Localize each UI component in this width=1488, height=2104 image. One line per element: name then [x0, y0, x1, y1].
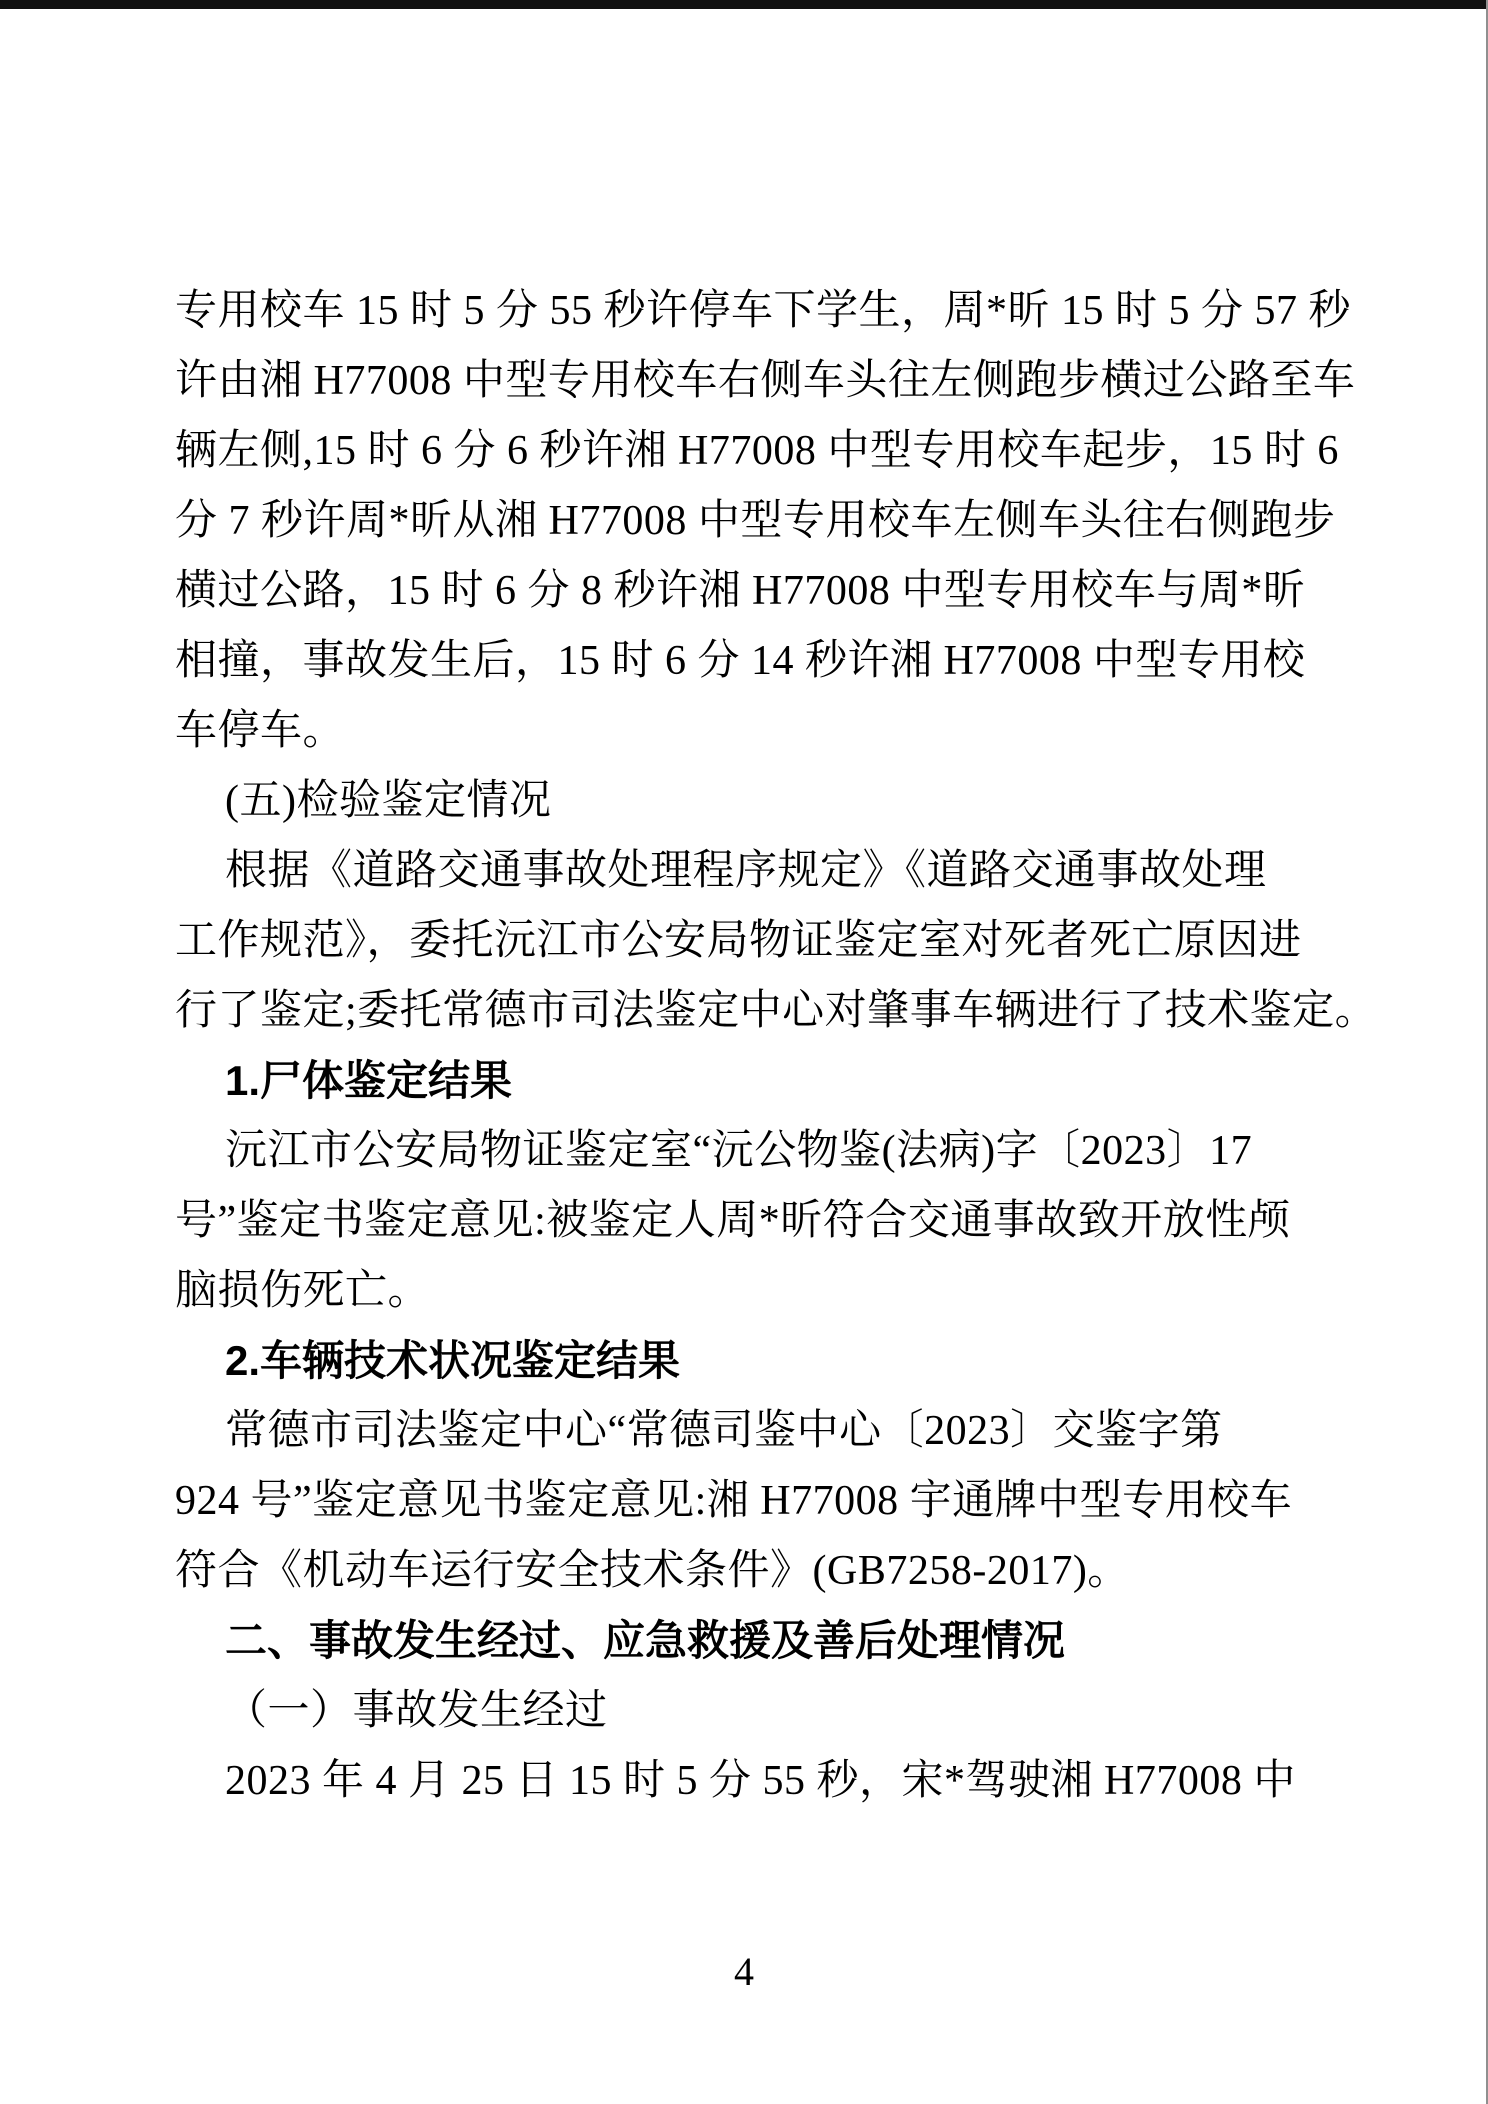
section-title-accident-course: 二、事故发生经过、应急救援及善后处理情况: [225, 1617, 1066, 1664]
text-line: 行了鉴定;委托常德市司法鉴定中心对肇事车辆进行了技术鉴定。: [175, 988, 1378, 1034]
subsection-title-accident-course: （一）事故发生经过: [225, 1688, 608, 1734]
text-line: 工作规范》，委托沅江市公安局物证鉴定室对死者死亡原因进: [175, 918, 1302, 964]
top-edge-bar: [0, 0, 1488, 9]
text-line: 专用校车 15 时 5 分 55 秒许停车下学生，周*昕 15 时 5 分 57 秒: [175, 288, 1352, 334]
text-line: 号”鉴定书鉴定意见:被鉴定人周*昕符合交通事故致开放性颅: [175, 1198, 1291, 1244]
text-line: 分 7 秒许周*昕从湘 H77008 中型专用校车左侧车头往右侧跑步: [175, 498, 1336, 544]
text-line: 辆左侧,15 时 6 分 6 秒许湘 H77008 中型专用校车起步，15 时 6: [175, 428, 1339, 474]
heading-vehicle-result: 2.车辆技术状况鉴定结果: [225, 1337, 681, 1384]
text-line: 车停车。: [175, 708, 346, 754]
heading-autopsy-result: 1.尸体鉴定结果: [225, 1057, 513, 1104]
text-line: 2023 年 4 月 25 日 15 时 5 分 55 秒，宋*驾驶湘 H77008 中: [225, 1758, 1296, 1804]
text-line: 沅江市公安局物证鉴定室“沅公物鉴(法病)字〔2023〕17: [225, 1128, 1253, 1174]
text-line: 924 号”鉴定意见书鉴定意见:湘 H77008 宇通牌中型专用校车: [175, 1478, 1293, 1524]
text-line: 根据《道路交通事故处理程序规定》《道路交通事故处理: [225, 848, 1267, 894]
text-line: 脑损伤死亡。: [175, 1268, 431, 1314]
text-line: 相撞，事故发生后，15 时 6 分 14 秒许湘 H77008 中型专用校: [175, 638, 1306, 684]
page-number: 4: [734, 1949, 754, 1994]
text-line: 符合《机动车运行安全技术条件》(GB7258-2017)。: [175, 1548, 1130, 1594]
text-line: 许由湘 H77008 中型专用校车右侧车头往左侧跑步横过公路至车: [175, 358, 1356, 404]
text-line: 横过公路，15 时 6 分 8 秒许湘 H77008 中型专用校车与周*昕: [175, 568, 1306, 614]
document-page-content: [175, 276, 1378, 1816]
subsection-title-inspection: (五)检验鉴定情况: [225, 778, 552, 824]
text-line: 常德市司法鉴定中心“常德司鉴中心〔2023〕交鉴字第: [225, 1408, 1223, 1454]
